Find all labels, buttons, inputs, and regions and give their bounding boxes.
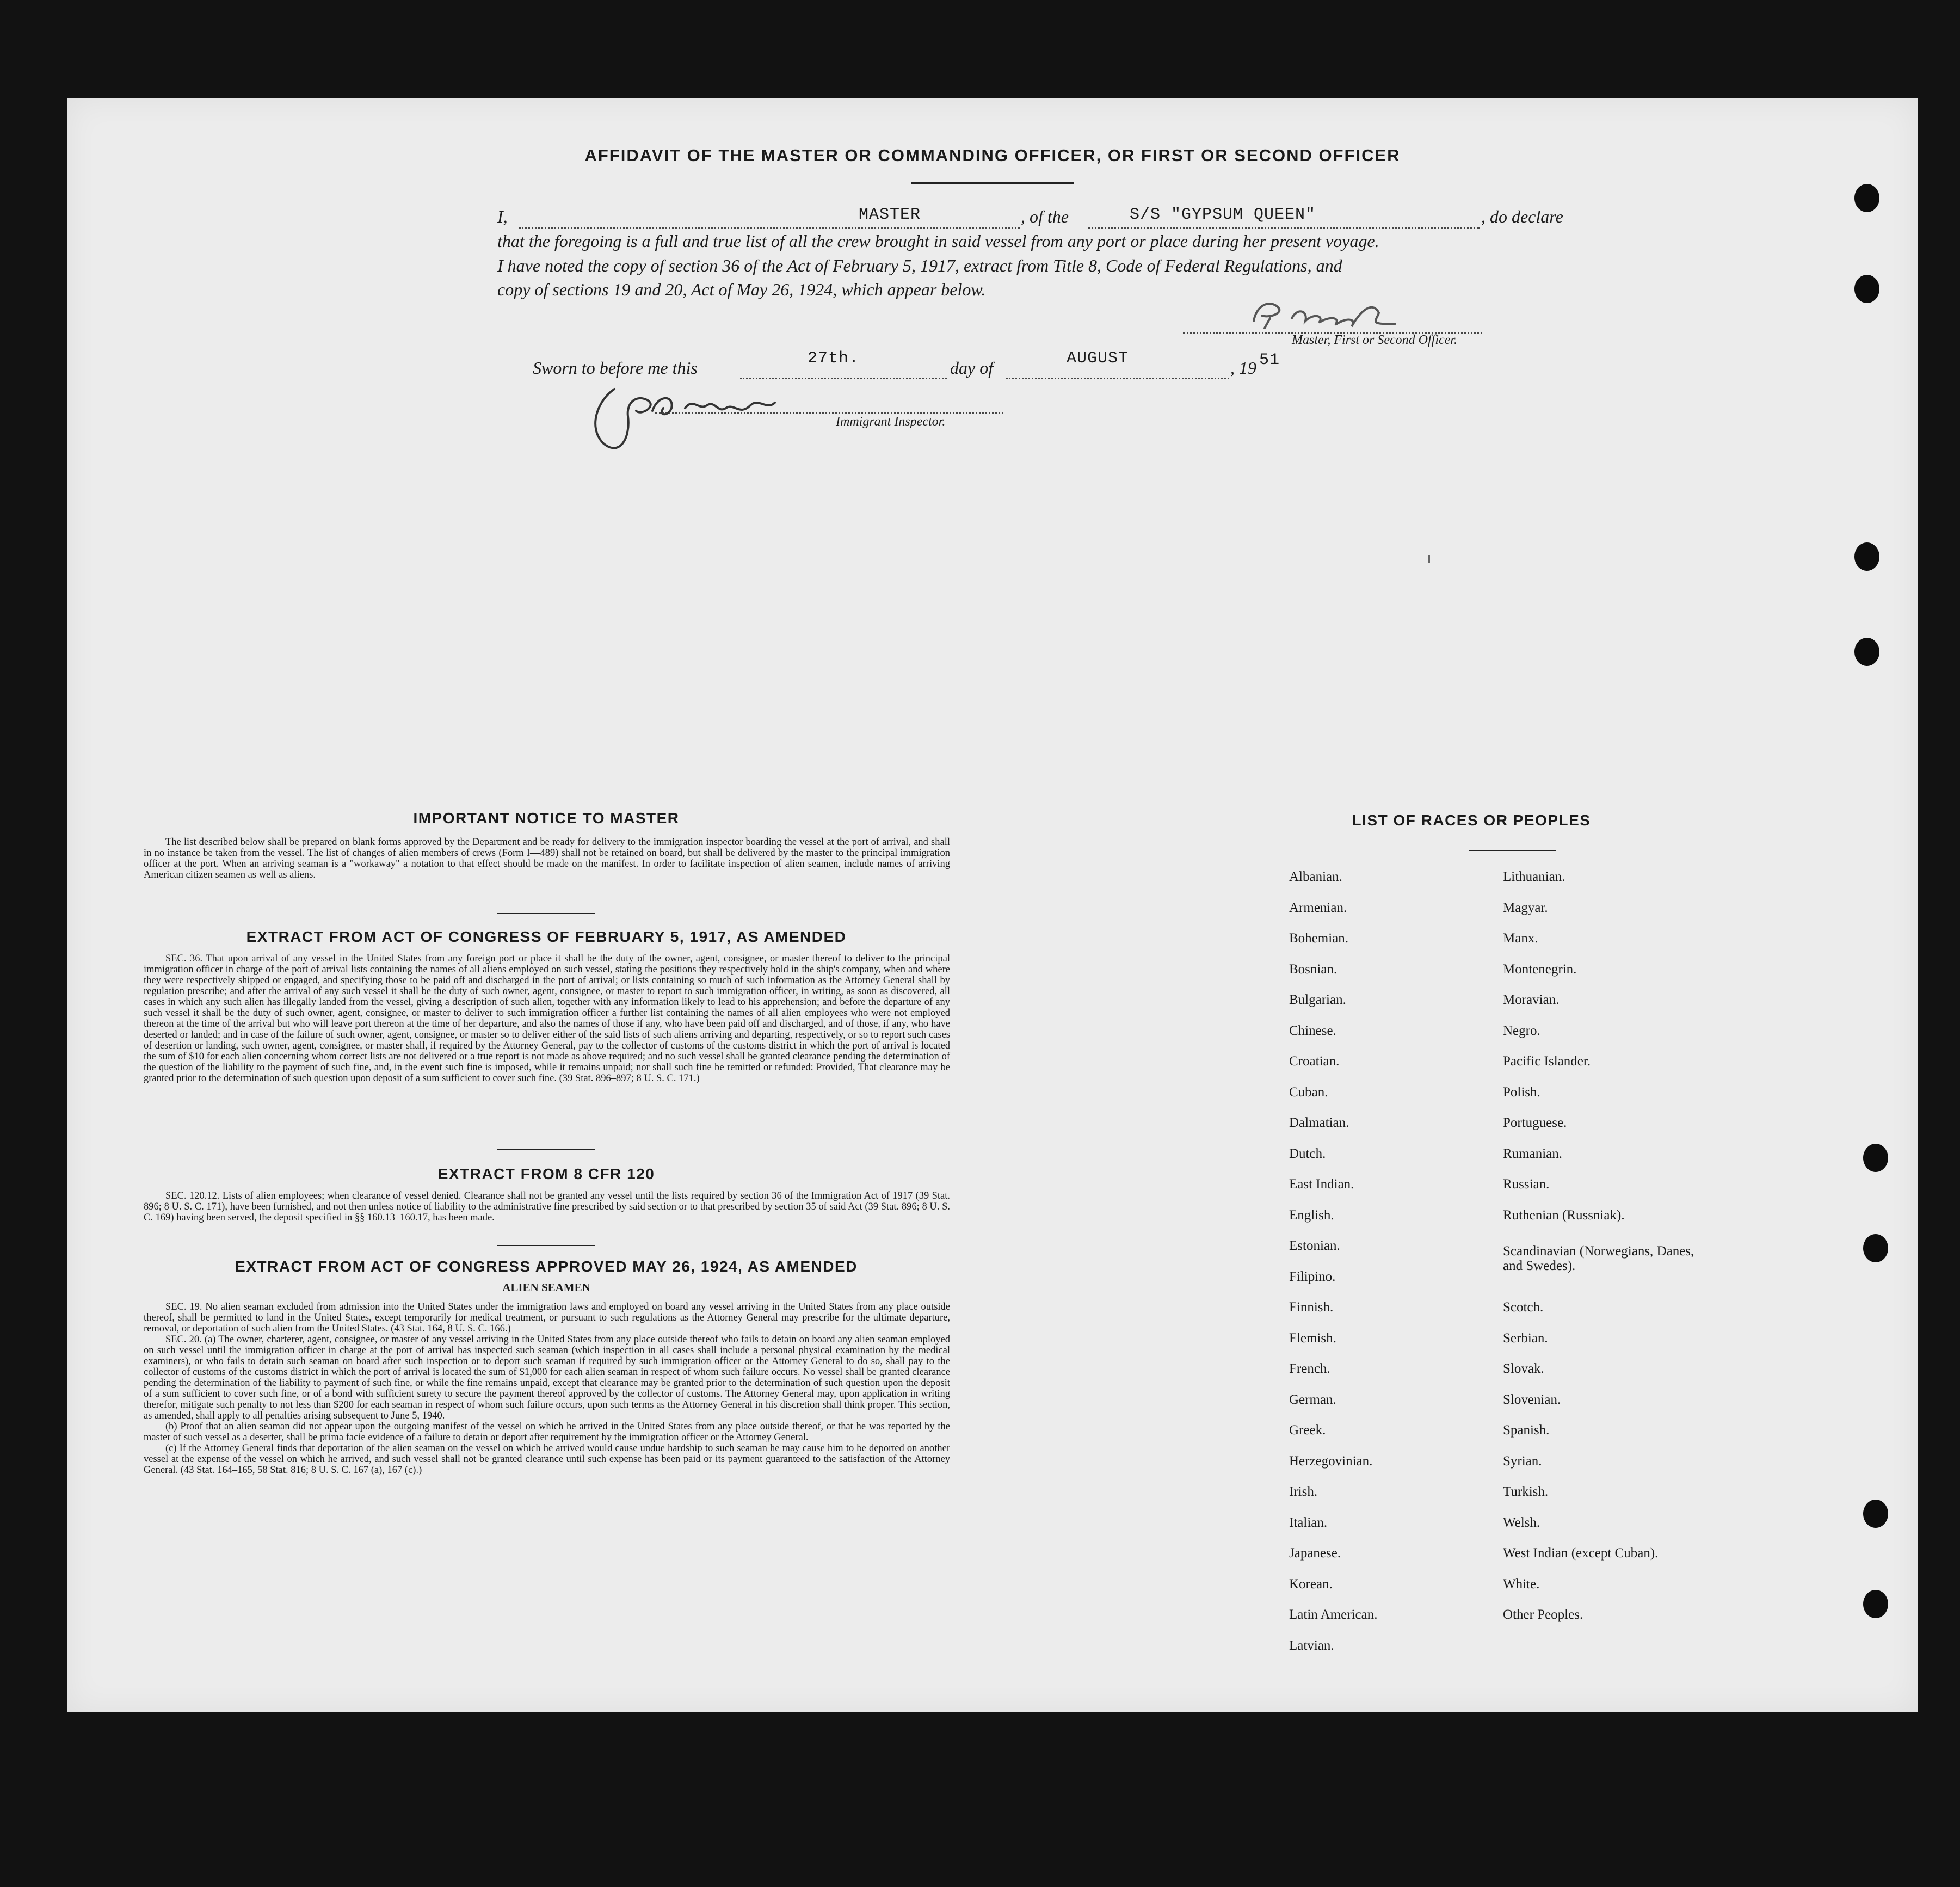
race-item: Slovenian. bbox=[1503, 1392, 1561, 1407]
race-item: Estonian. bbox=[1289, 1238, 1340, 1253]
race-item: Rumanian. bbox=[1503, 1146, 1563, 1161]
race-item: Dalmatian. bbox=[1289, 1115, 1349, 1130]
race-item: Bosnian. bbox=[1289, 961, 1338, 977]
race-item: Japanese. bbox=[1289, 1546, 1341, 1561]
race-item: Negro. bbox=[1503, 1023, 1540, 1038]
race-item: Lithuanian. bbox=[1503, 869, 1565, 884]
punch-hole bbox=[1863, 1234, 1888, 1262]
race-item: Slovak. bbox=[1503, 1361, 1544, 1376]
month-field-value: AUGUST bbox=[1067, 349, 1129, 368]
document-page bbox=[67, 98, 1918, 1712]
race-item: Pacific Islander. bbox=[1503, 1054, 1591, 1069]
notice-heading: IMPORTANT NOTICE TO MASTER bbox=[413, 810, 680, 827]
of-the-text: , of the bbox=[1021, 207, 1069, 226]
sec-20b-paragraph: (b) Proof that an alien seaman did not appear upon the outgoing manifest of the vessel on which he arrived in the United States from any place outside thereof, or that he was reported by the master of such vessel as a deserter, shall be prima facie evidence of a failure to detain or deport after requirement by the immigration officer or the Attorney General. bbox=[144, 1421, 950, 1443]
race-item: Syrian. bbox=[1503, 1453, 1542, 1469]
race-item: Serbian. bbox=[1503, 1330, 1548, 1346]
master-signature-caption: Master, First or Second Officer. bbox=[1292, 333, 1457, 347]
inspector-caption: Immigrant Inspector. bbox=[836, 415, 946, 429]
sec-20a-paragraph: SEC. 20. (a) The owner, charterer, agent, consignee, or master of any vessel arriving in the United States from any place outside thereof who fails to detain on board any alien seaman employed on such vessel until the immigration officer in charge at the port of arrival has inspected such seaman (which inspection in all cases shall include a personal physical examination by the medical examiners), or who fails to detain such seaman on board after such inspection or to deport such seaman if required by such immigration officer or the Attorney General to do so, shall pay to the collector of customs of the customs district in which the port of arrival is located the sum of $1,000 for each alien seaman in respect of whom such failure occurs. No vessel shall be granted clearance pending the determination of the liability to payment of such fine, or while the fine remains unpaid, except that clearance may be granted prior to the determination of such question upon the deposit of a sum sufficient to cover such fine, or of a bond with sufficient surety to secure the payment thereof approved by the collector of customs. The Attorney General may, upon application in writing therefor, mitigate such penalty to not less than $200 for each seaman in respect of whom such failure occurs, upon such terms as the Attorney General in his discretion shall think proper. This section, as amended, shall apply to all penalties arising subsequent to June 5, 1940. bbox=[144, 1334, 950, 1421]
extract-1917-heading: EXTRACT FROM ACT OF CONGRESS OF FEBRUARY 5, 1917, AS AMENDED bbox=[246, 928, 847, 945]
month-dotline bbox=[1006, 378, 1229, 379]
race-item: Armenian. bbox=[1289, 900, 1347, 915]
do-declare-text: , do declare bbox=[1481, 207, 1563, 226]
extract-1917-body: SEC. 36. That upon arrival of any vessel in the United States from any foreign port or place it shall be the duty of the owner, agent, consignee, or master thereof to deliver to the principal immigration officer in charge of the port of arrival lists containing the names of all aliens employed on such vessel, stating the positions they respectively hold in the ship's company, when and where they were respectively shipped or engaged, and specifying those to be paid off and discharged in the port of arrival; or lists containing so much of such information as the Attorney General shall by regulation prescribe; and after the arrival of any such vessel it shall be the duty of such owner, agent, consignee, or master to report to such immigration officer, in writing, as soon as discovered, all cases in which any such alien has illegally landed from the vessel, giving a description of such alien, together with any information likely to lead to his apprehension; and before the departure of any such vessel it shall be the duty of such owner, agent, consignee, or master to deliver to such immigration officer a further list containing the names of all alien employees who were not employed thereon at the time of the arrival but who will leave port thereon at the time of her departure, and also the names of those if any, who have been paid off and discharged, and of those, if any, who have deserted or landed; and in case of the failure of such owner, agent, consignee, or master so to deliver either of the said lists of such aliens arriving and departing, respectively, or so to report such cases of desertion or landing, such owner, agent, consignee, or master shall, if required by the Attorney General, pay to the collector of customs of the customs district in which the port of arrival is located the sum of $10 for each alien concerning whom correct lists are not delivered or a true report is not made as above required; and no such vessel shall be granted clearance pending the determination of the question of the liability to the payment of such fine, and, in the event such fine is imposed, while it remains unpaid; nor shall such fine be remitted or refunded: Provided, That clearance may be granted prior to the determination of such question upon deposit of a sum sufficient to cover such fine. (39 Stat. 896–897; 8 U. S. C. 171.) bbox=[144, 953, 950, 1084]
race-item: Latvian. bbox=[1289, 1638, 1334, 1653]
race-item: Bohemian. bbox=[1289, 931, 1349, 946]
affidavit-line-1 bbox=[497, 207, 508, 227]
race-item: Turkish. bbox=[1503, 1484, 1549, 1499]
extract-1917-rule bbox=[497, 1149, 595, 1150]
race-item: Korean. bbox=[1289, 1576, 1333, 1592]
inspector-signature bbox=[576, 378, 827, 460]
extract-1924-body bbox=[144, 1302, 950, 1476]
master-dotline bbox=[519, 227, 1020, 229]
master-signature bbox=[1237, 291, 1466, 335]
extract-cfr-heading: EXTRACT FROM 8 CFR 120 bbox=[437, 1166, 655, 1182]
race-item: Finnish. bbox=[1289, 1300, 1334, 1315]
race-item: Dutch. bbox=[1289, 1146, 1326, 1161]
race-item: Moravian. bbox=[1503, 992, 1560, 1007]
race-item: Croatian. bbox=[1289, 1054, 1340, 1069]
year-prefix: , 19 bbox=[1230, 358, 1256, 378]
race-item: West Indian (except Cuban). bbox=[1503, 1546, 1659, 1561]
race-item: Albanian. bbox=[1289, 869, 1342, 884]
race-item: Ruthenian (Russniak). bbox=[1503, 1207, 1625, 1223]
race-item: Filipino. bbox=[1289, 1269, 1336, 1284]
punch-hole bbox=[1863, 1144, 1888, 1172]
year-field-value: 51 bbox=[1259, 351, 1280, 369]
master-field-value: MASTER bbox=[859, 206, 921, 224]
race-item: Bulgarian. bbox=[1289, 992, 1346, 1007]
race-item: Scotch. bbox=[1503, 1300, 1544, 1315]
race-item: Manx. bbox=[1503, 931, 1538, 946]
sworn-text: Sworn to before me this bbox=[533, 358, 698, 378]
extract-cfr-rule bbox=[497, 1245, 595, 1246]
races-heading: LIST OF RACES OR PEOPLES bbox=[1352, 812, 1591, 829]
race-item: Scandinavian (Norwegians, Danes, and Swedes). bbox=[1503, 1244, 1694, 1273]
race-item: Latin American. bbox=[1289, 1607, 1378, 1622]
race-item: Montenegrin. bbox=[1503, 961, 1577, 977]
alien-seamen-subheading: ALIEN SEAMEN bbox=[502, 1281, 590, 1294]
notice-body: The list described below shall be prepared on blank forms approved by the Department and be ready for delivery to the immigration inspector boarding the vessel at the port of arrival, and shall in no instance be taken from the vessel. The list of changes of alien members of crews (Form I—489) shall not be retained on board, but shall be delivered by the master to the principal immigration officer at the port. When an arriving seaman is a "workaway" a notation to that effect should be made on the manifest. In order to facilitate inspection of alien seamen, include names of arriving American citizen seamen as well as aliens. bbox=[144, 837, 950, 880]
race-item: German. bbox=[1289, 1392, 1336, 1407]
race-item: White. bbox=[1503, 1576, 1540, 1592]
race-item: Welsh. bbox=[1503, 1515, 1540, 1530]
stray-mark bbox=[1428, 555, 1430, 563]
day-field-value: 27th. bbox=[808, 349, 860, 368]
race-item: Italian. bbox=[1289, 1515, 1328, 1530]
affidavit-line-2: that the foregoing is a full and true list of all the crew brought in said vessel from any port or place during her present voyage. bbox=[497, 231, 1379, 251]
race-item: French. bbox=[1289, 1361, 1330, 1376]
punch-hole bbox=[1863, 1590, 1888, 1618]
day-of-text: day of bbox=[950, 358, 994, 378]
race-item: Chinese. bbox=[1289, 1023, 1336, 1038]
affidavit-line-3: I have noted the copy of section 36 of the Act of February 5, 1917, extract from Title 8, Code of Federal Regulations, and bbox=[497, 256, 1342, 275]
race-item: Cuban. bbox=[1289, 1084, 1328, 1100]
affidavit-i: I, bbox=[497, 207, 508, 226]
extract-cfr-body: SEC. 120.12. Lists of alien employees; when clearance of vessel denied. Clearance shall not be granted any vessel until the lists required by section 36 of the Immigration Act of 1917 (39 Stat. 896; 8 U. S. C. 171), have been furnished, and not then unless notice of liability to the administrative fine prescribed by said section or to that prescribed by section 35 of said Act (39 Stat. 896; 8 U. S. C. 169) having been served, the deposit specified in §§ 160.13–160.17, has been made. bbox=[144, 1191, 950, 1223]
title-rule bbox=[911, 182, 1074, 184]
vessel-dotline bbox=[1088, 227, 1480, 229]
race-item: Greek. bbox=[1289, 1423, 1326, 1438]
notice-rule bbox=[497, 913, 595, 914]
race-item: Irish. bbox=[1289, 1484, 1318, 1499]
race-item: Magyar. bbox=[1503, 900, 1548, 915]
race-item: English. bbox=[1289, 1207, 1334, 1223]
punch-hole bbox=[1863, 1500, 1888, 1528]
punch-hole bbox=[1854, 184, 1879, 212]
inspector-dotline bbox=[655, 412, 1003, 414]
race-item: East Indian. bbox=[1289, 1177, 1354, 1192]
sec-20c-paragraph: (c) If the Attorney General finds that deportation of the alien seaman on the vessel on which he arrived would cause undue hardship to such seaman he may cause him to be deported on another vessel at the expense of the vessel on which he arrived, and such vessel shall not be granted clearance until such expense has been paid or its payment guaranteed to the satisfaction of the Attorney General. (43 Stat. 164–165, 58 Stat. 816; 8 U. S. C. 167 (a), 167 (c).) bbox=[144, 1443, 950, 1476]
race-item: Flemish. bbox=[1289, 1330, 1336, 1346]
race-item: Polish. bbox=[1503, 1084, 1540, 1100]
punch-hole bbox=[1854, 275, 1879, 303]
races-rule bbox=[1469, 850, 1556, 851]
punch-hole bbox=[1854, 542, 1879, 571]
race-item: Portuguese. bbox=[1503, 1115, 1567, 1130]
sec-19-paragraph: SEC. 19. No alien seaman excluded from admission into the United States under the immigration laws and employed on board any vessel arriving in the United States from any place outside thereof, shall be permitted to land in the United States, except temporarily for medical treatment, or pursuant to such regulations as the Attorney General may prescribe for the ultimate departure, removal, or deportation of such alien from the United States. (43 Stat. 164, 8 U. S. C. 166.) bbox=[144, 1302, 950, 1334]
affidavit-line-4: copy of sections 19 and 20, Act of May 26, 1924, which appear below. bbox=[497, 280, 986, 299]
race-item: Russian. bbox=[1503, 1177, 1550, 1192]
vessel-field-value: S/S "GYPSUM QUEEN" bbox=[1130, 206, 1316, 224]
race-item: Other Peoples. bbox=[1503, 1607, 1583, 1622]
punch-hole bbox=[1854, 638, 1879, 666]
extract-1924-heading: EXTRACT FROM ACT OF CONGRESS APPROVED MAY 26, 1924, AS AMENDED bbox=[235, 1258, 858, 1275]
race-item: Herzegovinian. bbox=[1289, 1453, 1373, 1469]
affidavit-title: AFFIDAVIT OF THE MASTER OR COMMANDING OFFICER, OR FIRST OR SECOND OFFICER bbox=[584, 146, 1401, 165]
race-item: Spanish. bbox=[1503, 1423, 1550, 1438]
